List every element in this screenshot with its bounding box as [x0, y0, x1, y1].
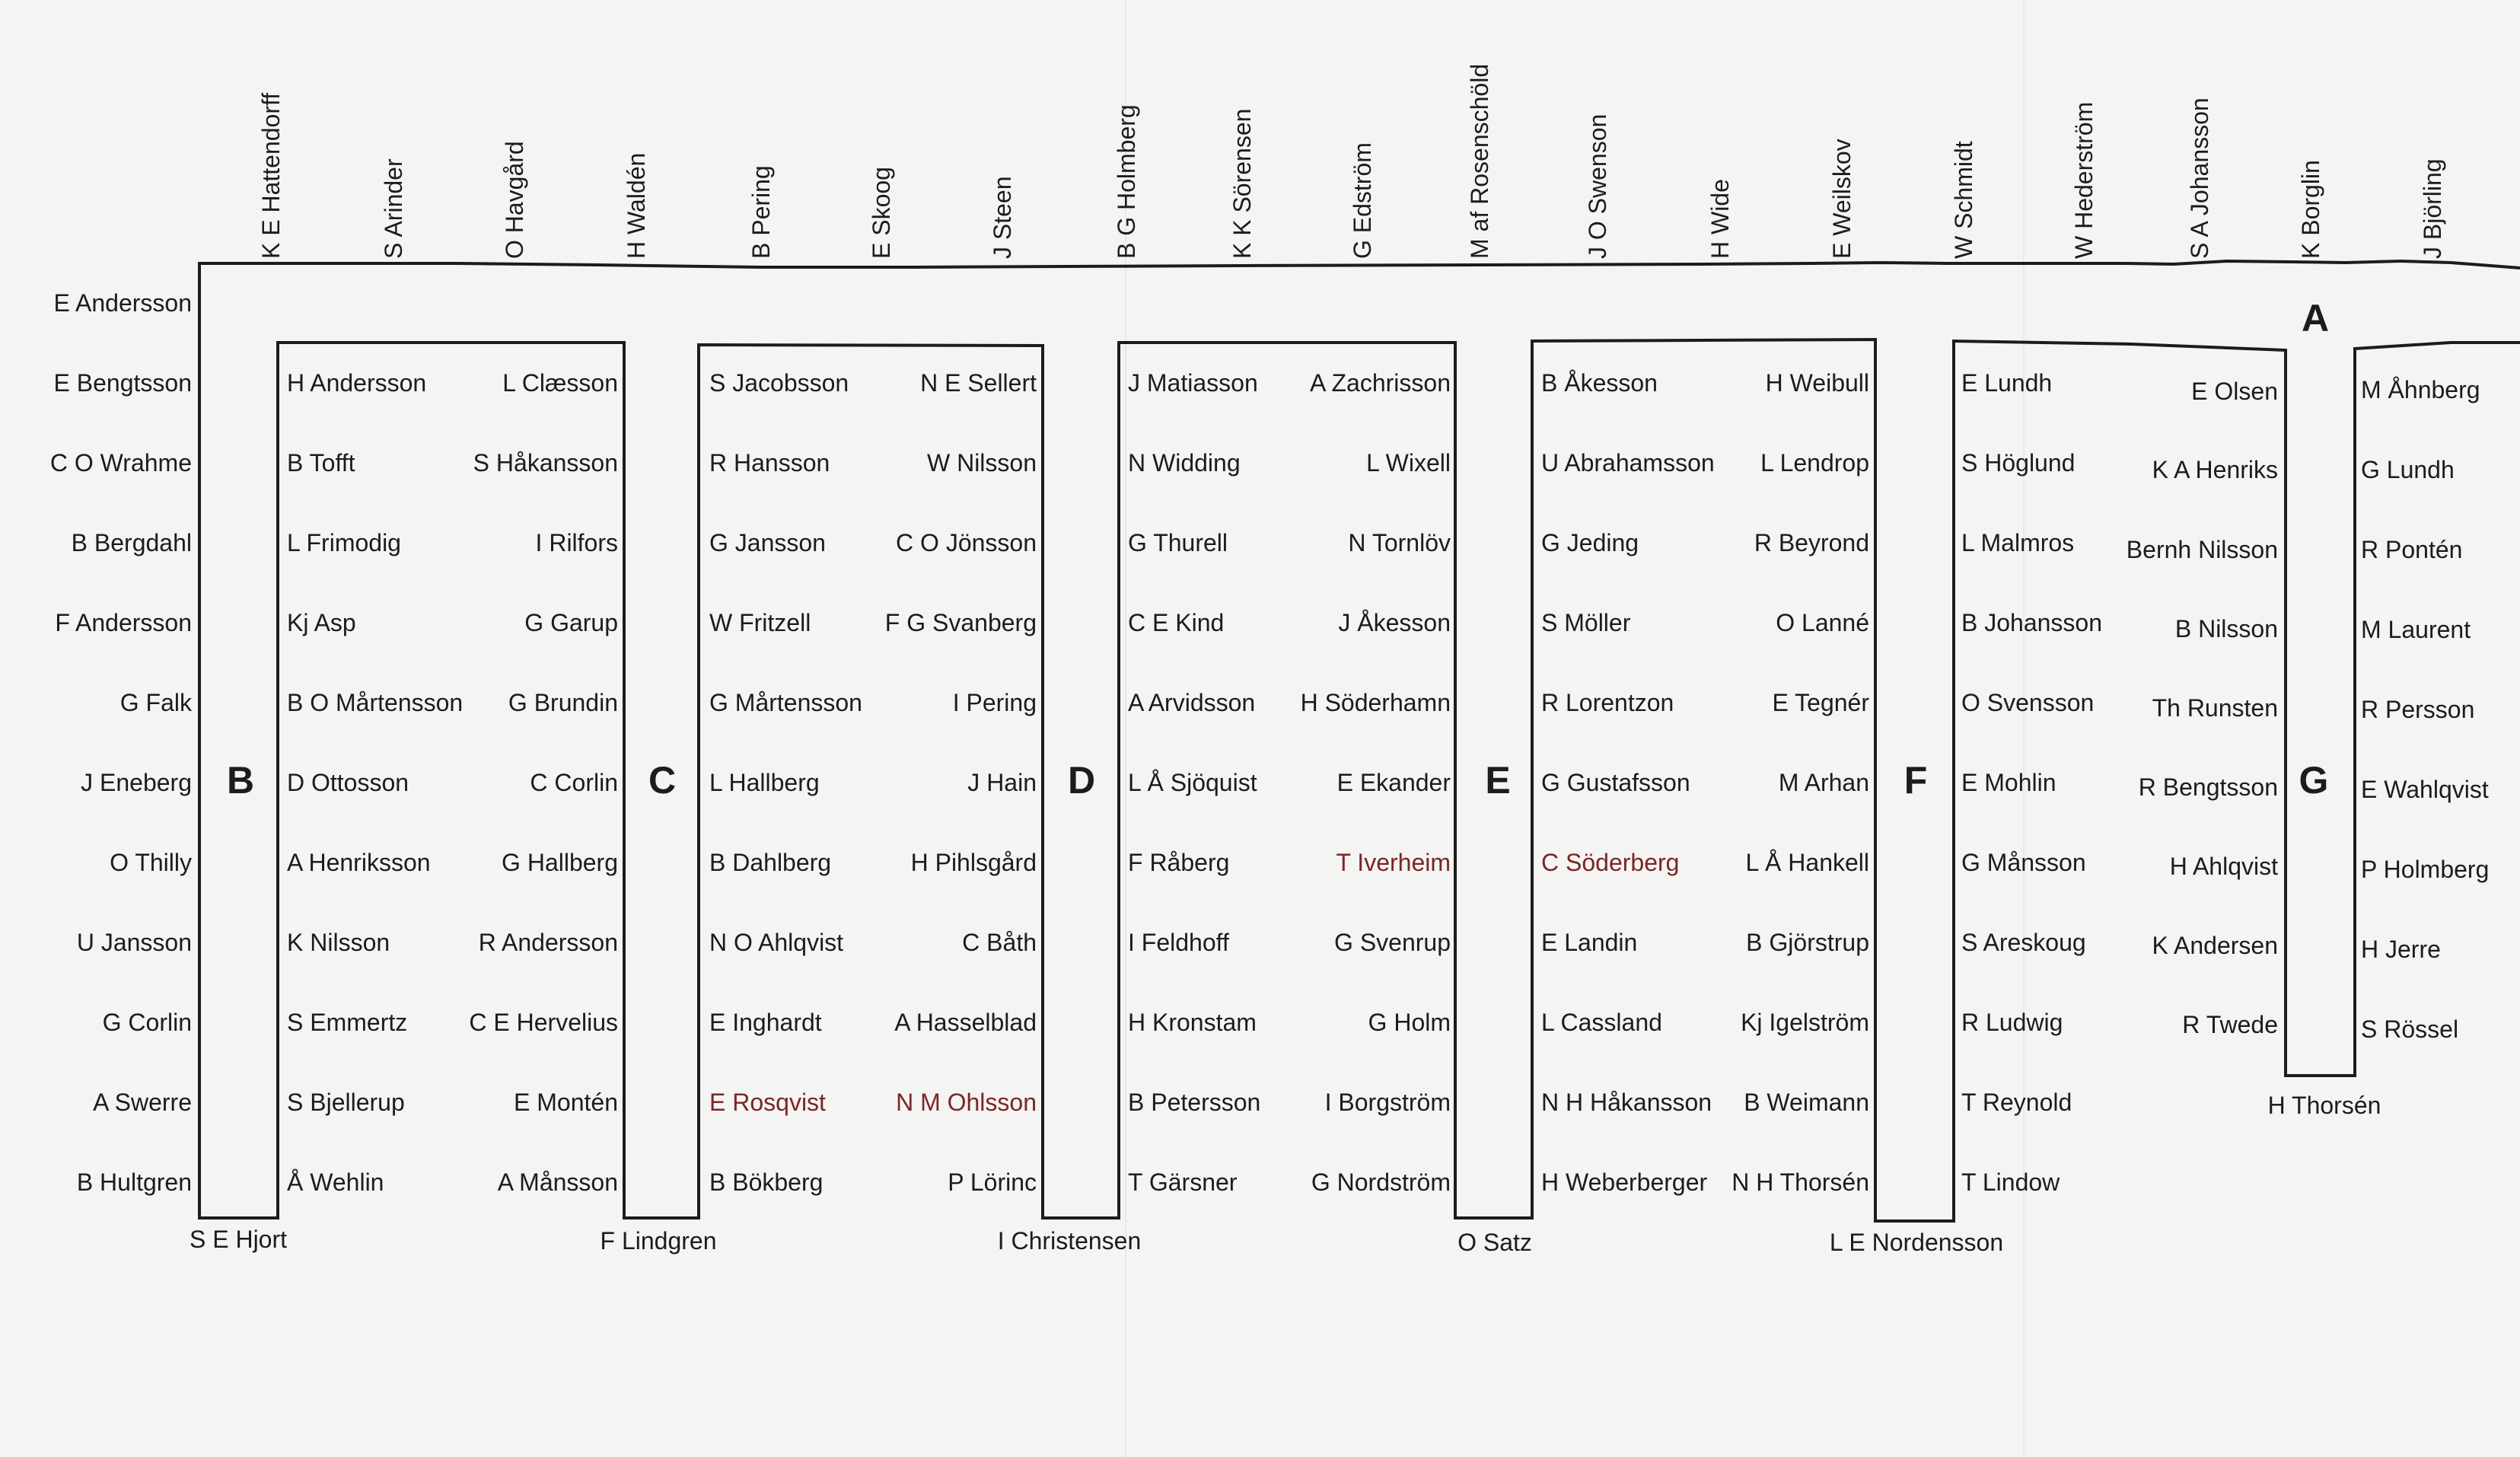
seat-r-bengtsson: R Bengtsson — [2138, 773, 2278, 801]
seat-w-fritzell: W Fritzell — [709, 609, 811, 636]
seat-g-lundh: G Lundh — [2361, 456, 2455, 483]
seat-c-o-jonsson: C O Jönsson — [896, 529, 1037, 556]
seat-m-arhan: M Arhan — [1778, 769, 1869, 796]
seat-m-af-rosenschold: M af Rosenschöld — [1466, 63, 1493, 259]
seat-g-hallberg: G Hallberg — [502, 849, 618, 876]
seat-j-akesson: J Åkesson — [1338, 609, 1451, 636]
seat-l-lendrop: L Lendrop — [1760, 449, 1869, 477]
section-letter-g: G — [2299, 759, 2329, 802]
seat-s-arinder: S Arinder — [380, 158, 407, 259]
seat-f-raberg: F Råberg — [1128, 849, 1230, 876]
seat-a-arvidsson: A Arvidsson — [1128, 689, 1256, 716]
seat-r-hansson: R Hansson — [709, 449, 830, 477]
seat-s-jacobsson: S Jacobsson — [709, 369, 849, 397]
seat-c-corlin: C Corlin — [530, 769, 618, 796]
seat-e-ekander: E Ekander — [1336, 769, 1451, 796]
seat-e-skoog: E Skoog — [868, 167, 895, 259]
seat-kj-asp: Kj Asp — [287, 609, 356, 636]
section-letter-d: D — [1067, 759, 1096, 802]
seat-u-jansson: U Jansson — [76, 929, 192, 956]
seat-a-mansson: A Månsson — [497, 1168, 618, 1196]
seat-l-hallberg: L Hallberg — [709, 769, 820, 796]
seat-u-abrahamsson: U Abrahamsson — [1541, 449, 1715, 477]
seat-s-e-hjort: S E Hjort — [189, 1226, 288, 1253]
seat-r-ponten: R Pontén — [2361, 536, 2463, 563]
seat-e-olsen: E Olsen — [2191, 378, 2278, 405]
seat-r-persson: R Persson — [2361, 696, 2475, 723]
seat-g-corlin: G Corlin — [102, 1009, 192, 1036]
seat-e-monten: E Montén — [514, 1089, 618, 1116]
seat-n-e-sellert: N E Sellert — [920, 369, 1037, 397]
seat-c-e-hervelius: C E Hervelius — [469, 1009, 618, 1036]
seat-g-mansson: G Månsson — [1961, 849, 2086, 876]
seat-e-mohlin: E Mohlin — [1961, 769, 2056, 796]
seat-n-o-ahlqvist: N O Ahlqvist — [709, 929, 844, 956]
seat-bernh-nilsson: Bernh Nilsson — [2126, 536, 2278, 563]
seat-g-svenrup: G Svenrup — [1334, 929, 1451, 956]
seat-e-weilskov: E Weilskov — [1828, 139, 1856, 259]
seat-o-havgard: O Havgård — [501, 141, 528, 259]
seat-g-jansson: G Jansson — [709, 529, 826, 556]
seat-k-a-henriks: K A Henriks — [2152, 456, 2278, 483]
seat-b-weimann: B Weimann — [1744, 1089, 1869, 1116]
seat-l-malmros: L Malmros — [1961, 529, 2075, 556]
seat-r-twede: R Twede — [2182, 1011, 2278, 1038]
seat-n-tornlov: N Tornlöv — [1348, 529, 1451, 556]
seat-d-ottosson: D Ottosson — [287, 769, 409, 796]
seat-j-steen: J Steen — [989, 176, 1016, 259]
seat-g-martensson: G Mårtensson — [709, 689, 862, 716]
seat-e-tegner: E Tegnér — [1772, 689, 1869, 716]
seat-a-zachrisson: A Zachrisson — [1310, 369, 1451, 397]
seat-r-beyrond: R Beyrond — [1754, 529, 1869, 556]
seat-th-runsten: Th Runsten — [2152, 694, 2278, 722]
seat-f-andersson: F Andersson — [55, 609, 192, 636]
seat-b-bokberg: B Bökberg — [709, 1168, 824, 1196]
seat-k-e-hattendorff: K E Hattendorff — [257, 92, 285, 259]
section-letter-f: F — [1904, 759, 1928, 802]
seat-a-henriksson: A Henriksson — [287, 849, 431, 876]
seat-s-hakansson: S Håkansson — [473, 449, 618, 477]
seat-b-gjorstrup: B Gjörstrup — [1746, 929, 1869, 956]
seat-h-ahlqvist: H Ahlqvist — [2169, 853, 2278, 880]
seat-l-claesson: L Clæsson — [502, 369, 618, 397]
seat-e-bengtsson: E Bengtsson — [53, 369, 192, 397]
seat-g-jeding: G Jeding — [1541, 529, 1639, 556]
seat-s-bjellerup: S Bjellerup — [287, 1089, 405, 1116]
seat-i-rilfors: I Rilfors — [535, 529, 618, 556]
seat-e-andersson: E Andersson — [53, 289, 192, 317]
seat-n-h-thorsen: N H Thorsén — [1732, 1168, 1869, 1196]
seat-j-matiasson: J Matiasson — [1128, 369, 1258, 397]
seat-w-nilsson: W Nilsson — [926, 449, 1037, 477]
seat-g-edstrom: G Edström — [1349, 142, 1376, 259]
seat-h-walden: H Waldén — [623, 152, 650, 259]
seat-c-soderberg: C Söderberg — [1541, 849, 1680, 876]
seat-t-iverheim: T Iverheim — [1336, 849, 1451, 876]
seat-b-o-martensson: B O Mårtensson — [287, 689, 464, 716]
seat-s-emmertz: S Emmertz — [287, 1009, 408, 1036]
seat-r-ludwig: R Ludwig — [1961, 1009, 2063, 1036]
seat-e-landin: E Landin — [1541, 929, 1638, 956]
seat-b-pering: B Pering — [747, 165, 775, 259]
seat-i-christensen: I Christensen — [997, 1227, 1142, 1255]
seat-t-garsner: T Gärsner — [1128, 1168, 1238, 1196]
seat-l-a-hankell: L Å Hankell — [1745, 849, 1869, 876]
seat-k-k-sorensen: K K Sörensen — [1228, 108, 1256, 259]
seat-o-thilly: O Thilly — [110, 849, 192, 876]
seat-b-petersson: B Petersson — [1128, 1089, 1261, 1116]
seat-k-borglin: K Borglin — [2297, 160, 2324, 259]
seat-g-garup: G Garup — [524, 609, 618, 636]
seat-b-nilsson: B Nilsson — [2174, 615, 2278, 642]
seat-n-h-hakansson: N H Håkansson — [1541, 1089, 1712, 1116]
seat-g-nordstrom: G Nordström — [1311, 1168, 1451, 1196]
seat-g-falk: G Falk — [119, 689, 192, 716]
seat-s-a-johansson: S A Johansson — [2186, 97, 2213, 259]
seat-c-bath: C Båth — [962, 929, 1037, 956]
seat-o-svensson: O Svensson — [1961, 689, 2095, 716]
seat-j-bjorling: J Björling — [2419, 158, 2446, 259]
seat-t-lindow: T Lindow — [1961, 1168, 2060, 1196]
seat-l-cassland: L Cassland — [1541, 1009, 1662, 1036]
seat-h-soderhamn: H Söderhamn — [1300, 689, 1451, 716]
seat-a-swerre: A Swerre — [93, 1089, 192, 1116]
seat-p-lorinc: P Lörinc — [948, 1168, 1037, 1196]
seat-f-g-svanberg: F G Svanberg — [884, 609, 1037, 636]
section-letter-a: A — [2301, 297, 2330, 340]
seat-j-hain: J Hain — [967, 769, 1037, 796]
seat-n-m-ohlsson: N M Ohlsson — [896, 1089, 1037, 1116]
seat-k-andersen: K Andersen — [2152, 932, 2278, 959]
seat-i-pering: I Pering — [952, 689, 1037, 716]
seat-s-rossel: S Rössel — [2361, 1015, 2459, 1043]
seat-j-eneberg: J Eneberg — [81, 769, 192, 796]
seat-b-bergdahl: B Bergdahl — [71, 529, 192, 556]
seat-s-hoglund: S Höglund — [1961, 449, 2076, 477]
section-letter-e: E — [1485, 759, 1511, 802]
seat-h-kronstam: H Kronstam — [1128, 1009, 1257, 1036]
seat-m-laurent: M Laurent — [2361, 616, 2471, 643]
seat-i-borgstrom: I Borgström — [1324, 1089, 1451, 1116]
seat-h-pihlsgard: H Pihlsgård — [910, 849, 1037, 876]
seat-s-areskoug: S Areskoug — [1961, 929, 2086, 956]
seat-c-e-kind: C E Kind — [1128, 609, 1225, 636]
seat-f-lindgren: F Lindgren — [600, 1227, 717, 1255]
seat-b-tofft: B Tofft — [287, 449, 355, 477]
seat-p-holmberg: P Holmberg — [2361, 856, 2490, 883]
seat-g-holm: G Holm — [1368, 1009, 1451, 1036]
seat-r-andersson: R Andersson — [478, 929, 618, 956]
seat-h-wide: H Wide — [1706, 179, 1734, 259]
section-letter-b: B — [226, 759, 255, 802]
seat-e-rosqvist: E Rosqvist — [709, 1089, 826, 1116]
seat-k-nilsson: K Nilsson — [287, 929, 390, 956]
seat-g-thurell: G Thurell — [1128, 529, 1228, 556]
seating-boundary — [199, 261, 2520, 1221]
seat-s-moller: S Möller — [1541, 609, 1631, 636]
seat-w-schmidt: W Schmidt — [1950, 141, 1977, 259]
seat-l-frimodig: L Frimodig — [287, 529, 401, 556]
seat-kj-igelstrom: Kj Igelström — [1741, 1009, 1869, 1036]
seat-h-jerre: H Jerre — [2361, 936, 2441, 963]
seat-o-lanne: O Lanné — [1776, 609, 1869, 636]
seat-c-o-wrahme: C O Wrahme — [49, 449, 192, 477]
seat-t-reynold: T Reynold — [1961, 1089, 2072, 1116]
section-letter-c: C — [648, 759, 677, 802]
seat-j-o-swenson: J O Swenson — [1584, 113, 1611, 259]
seat-e-inghardt: E Inghardt — [709, 1009, 822, 1036]
seat-a-wehlin: Å Wehlin — [287, 1168, 384, 1196]
seat-o-satz: O Satz — [1458, 1229, 1532, 1256]
seat-b-dahlberg: B Dahlberg — [709, 849, 832, 876]
seat-h-thorsen: H Thorsén — [2267, 1092, 2381, 1119]
seat-n-widding: N Widding — [1128, 449, 1241, 477]
seat-h-weibull: H Weibull — [1765, 369, 1869, 397]
seat-l-a-sjoquist: L Å Sjöquist — [1128, 769, 1257, 796]
seat-l-wixell: L Wixell — [1366, 449, 1451, 477]
seat-a-hasselblad: A Hasselblad — [894, 1009, 1037, 1036]
seat-e-wahlqvist: E Wahlqvist — [2361, 776, 2489, 803]
seat-b-johansson: B Johansson — [1961, 609, 2103, 636]
seat-e-lundh: E Lundh — [1961, 369, 2053, 397]
seat-g-gustafsson: G Gustafsson — [1541, 769, 1690, 796]
seat-m-ahnberg: M Åhnberg — [2361, 376, 2480, 403]
seat-h-weberberger: H Weberberger — [1541, 1168, 1708, 1196]
seat-i-feldhoff: I Feldhoff — [1128, 929, 1229, 956]
seat-l-e-nordensson: L E Nordensson — [1829, 1229, 2004, 1256]
seat-b-akesson: B Åkesson — [1541, 369, 1658, 397]
seat-w-hederstrom: W Hederström — [2070, 101, 2098, 259]
seat-r-lorentzon: R Lorentzon — [1541, 689, 1674, 716]
seat-h-andersson: H Andersson — [287, 369, 427, 397]
seat-b-g-holmberg: B G Holmberg — [1113, 104, 1140, 259]
seat-b-hultgren: B Hultgren — [76, 1168, 192, 1196]
seat-g-brundin: G Brundin — [508, 689, 618, 716]
